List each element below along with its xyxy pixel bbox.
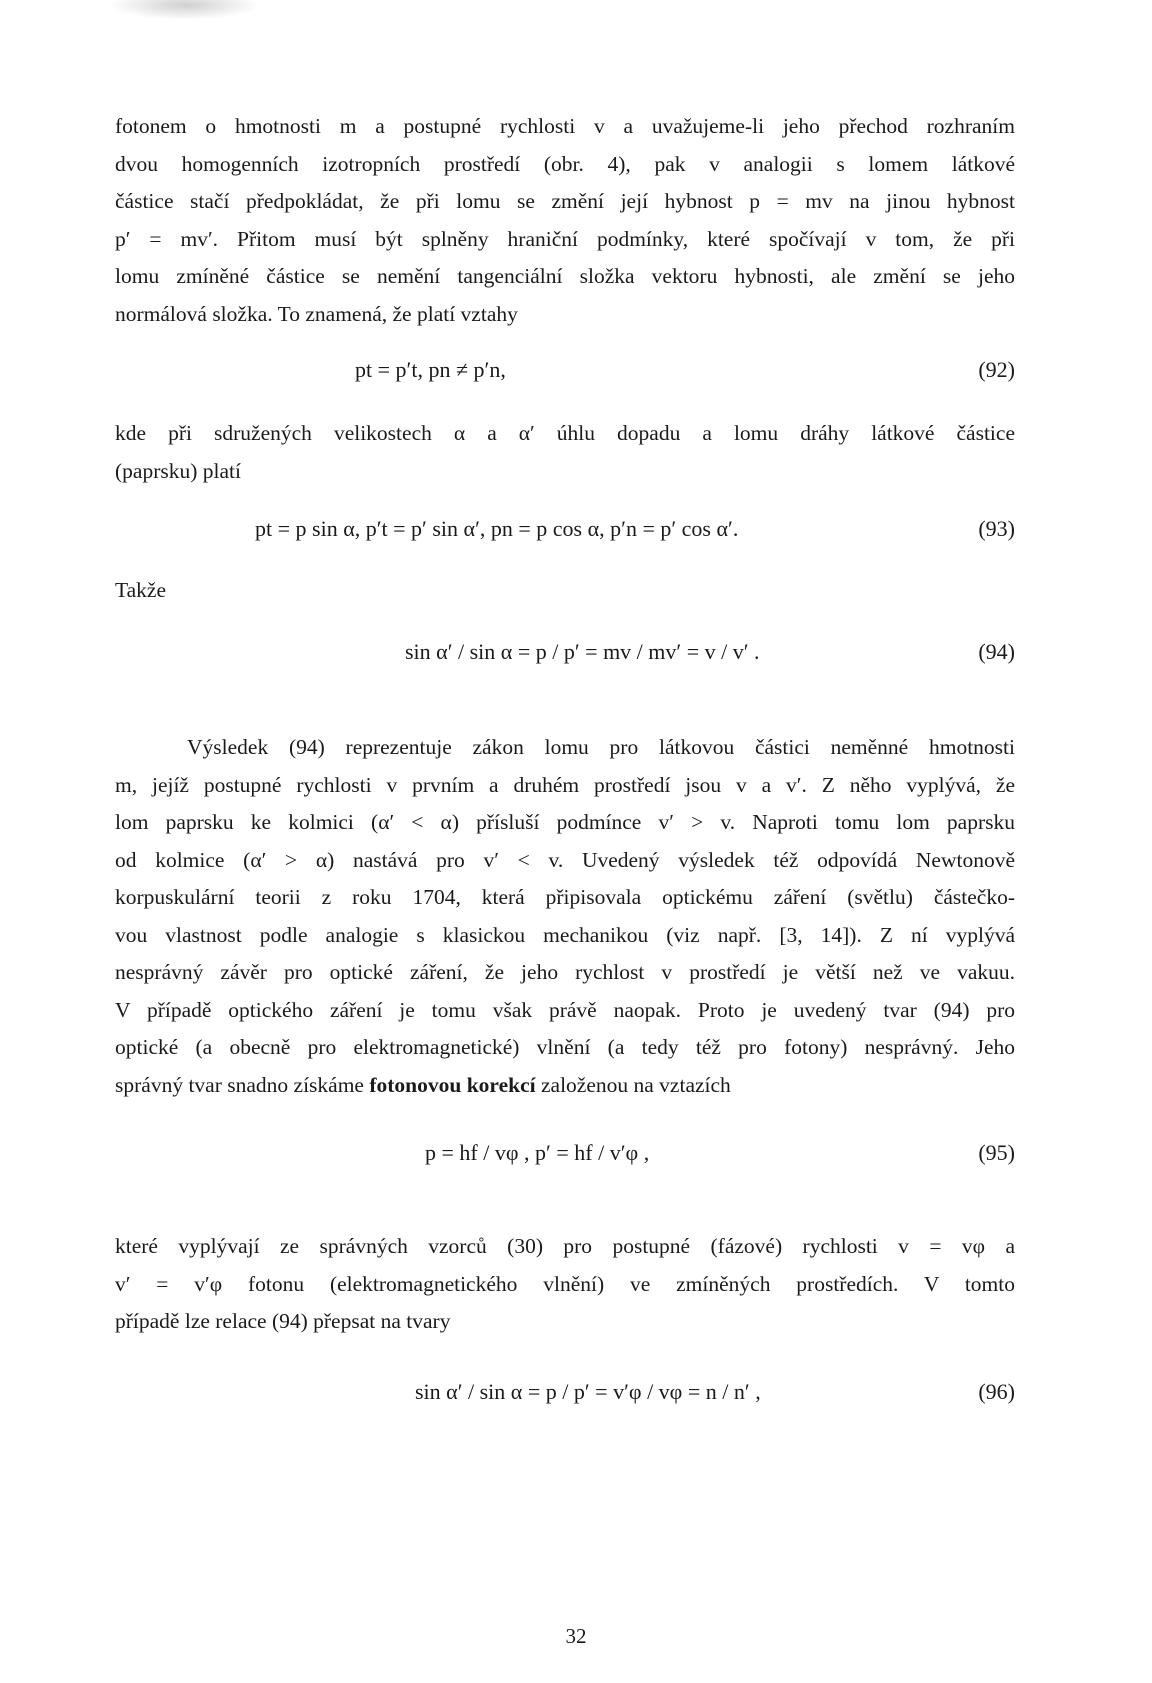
text-line: které vyplývají ze správných vzorců (30) pro postupné (fázové) rychlosti v = vφ a — [115, 1234, 1015, 1258]
paragraph-2 — [115, 415, 1015, 490]
equation-94 — [115, 623, 1015, 703]
text-line: v′ = v′φ fotonu (elektromagnetického vlnění) ve zmíněných prostředích. V tomto — [115, 1271, 1015, 1296]
text-line: lomu zmíněné částice se nemění tangenciální složka vektoru hybnosti, ale změní se jeho — [115, 264, 1015, 288]
text-line: korpuskulární teorii z roku 1704, která připisovala optickému záření (světlu) částečko- — [115, 885, 1015, 909]
equation-body: p = hf / vφ , p′ = hf / v′φ , — [425, 1140, 650, 1165]
text-line: fotonem o hmotnosti m a postupné rychlosti v a uvažujeme-li jeho přechod rozhraním — [115, 114, 1015, 138]
text-line: optické (a obecně pro elektromagnetické) vlnění (a tedy též pro fotony) nesprávný. Jeho — [115, 1035, 1015, 1059]
takze-word: Takže — [115, 578, 167, 602]
text-line: (paprsku) platí — [115, 458, 241, 483]
paragraph-1 — [115, 108, 1015, 333]
paragraph-3 — [115, 729, 1015, 1104]
equation-95 — [115, 1124, 1015, 1204]
text-line: lom paprsku ke kolmici (α′ < α) přísluší podmínce v′ > v. Naproti tomu lom paprsku — [115, 810, 1015, 834]
equation-93 — [115, 506, 1015, 566]
document-page — [115, 108, 1015, 1443]
scan-smudge — [110, 0, 260, 20]
equation-body: pt = p sin α, p′t = p′ sin α′, pn = p cos α, p′n = p′ cos α′. — [255, 516, 739, 541]
paragraph-4 — [115, 1228, 1015, 1341]
text-line: dvou homogenních izotropních prostředí (obr. 4), pak v analogii s lomem látkové — [115, 151, 1015, 176]
equation-number: (96) — [978, 1378, 1015, 1404]
equation-number: (95) — [978, 1140, 1015, 1165]
text-line: V případě optického záření je tomu však právě naopak. Proto je uvedený tvar (94) pro — [115, 997, 1015, 1022]
text-line: částice stačí předpokládat, že při lomu se změní její hybnost p = mv na jinou hybnost — [115, 189, 1015, 213]
text-line: m, jejíž postupné rychlosti v prvním a druhém prostředí jsou v a v′. Z něho vyplývá, že — [115, 772, 1015, 797]
text-line: kde při sdružených velikostech α a α′ úhlu dopadu a lomu dráhy látkové částice — [115, 421, 1015, 445]
text-line: případě lze relace (94) přepsat na tvary — [115, 1309, 451, 1333]
equation-number: (92) — [978, 357, 1015, 382]
equation-body: sin α′ / sin α = p / p′ = mv / mv′ = v / v′ . — [405, 639, 760, 664]
equation-96 — [115, 1363, 1015, 1443]
page-number: 32 — [565, 1624, 587, 1648]
text-line: normálová složka. To znamená, že platí vztahy — [115, 301, 518, 326]
equation-92 — [115, 349, 1015, 407]
equation-number: (94) — [978, 639, 1015, 664]
text-line: Výsledek (94) reprezentuje zákon lomu pro látkovou částici neměnné hmotnosti — [187, 735, 1015, 759]
bold-term: fotonovou korekcí — [369, 1072, 536, 1097]
equation-body: sin α′ / sin α = p / p′ = v′φ / vφ = n / n′ , — [415, 1378, 761, 1404]
equation-body: pt = p′t, pn ≠ p′n, — [355, 357, 506, 382]
text-line: nesprávný závěr pro optické záření, že jeho rychlost v prostředí je větší než ve vakuu. — [115, 960, 1015, 984]
text-line: od kolmice (α′ > α) nastává pro v′ < v. Uvedený výsledek též odpovídá Newtonově — [115, 847, 1015, 872]
text-line: vou vlastnost podle analogie s klasickou mechanikou (viz např. [3, 14]). Z ní vyplývá — [115, 922, 1015, 947]
text-line: správný tvar snadno získáme fotonovou korekcí založenou na vztazích — [115, 1072, 731, 1097]
text-line: p′ = mv′. Přitom musí být splněny hraniční podmínky, které spočívají v tom, že při — [115, 226, 1015, 251]
equation-number: (93) — [978, 516, 1015, 541]
